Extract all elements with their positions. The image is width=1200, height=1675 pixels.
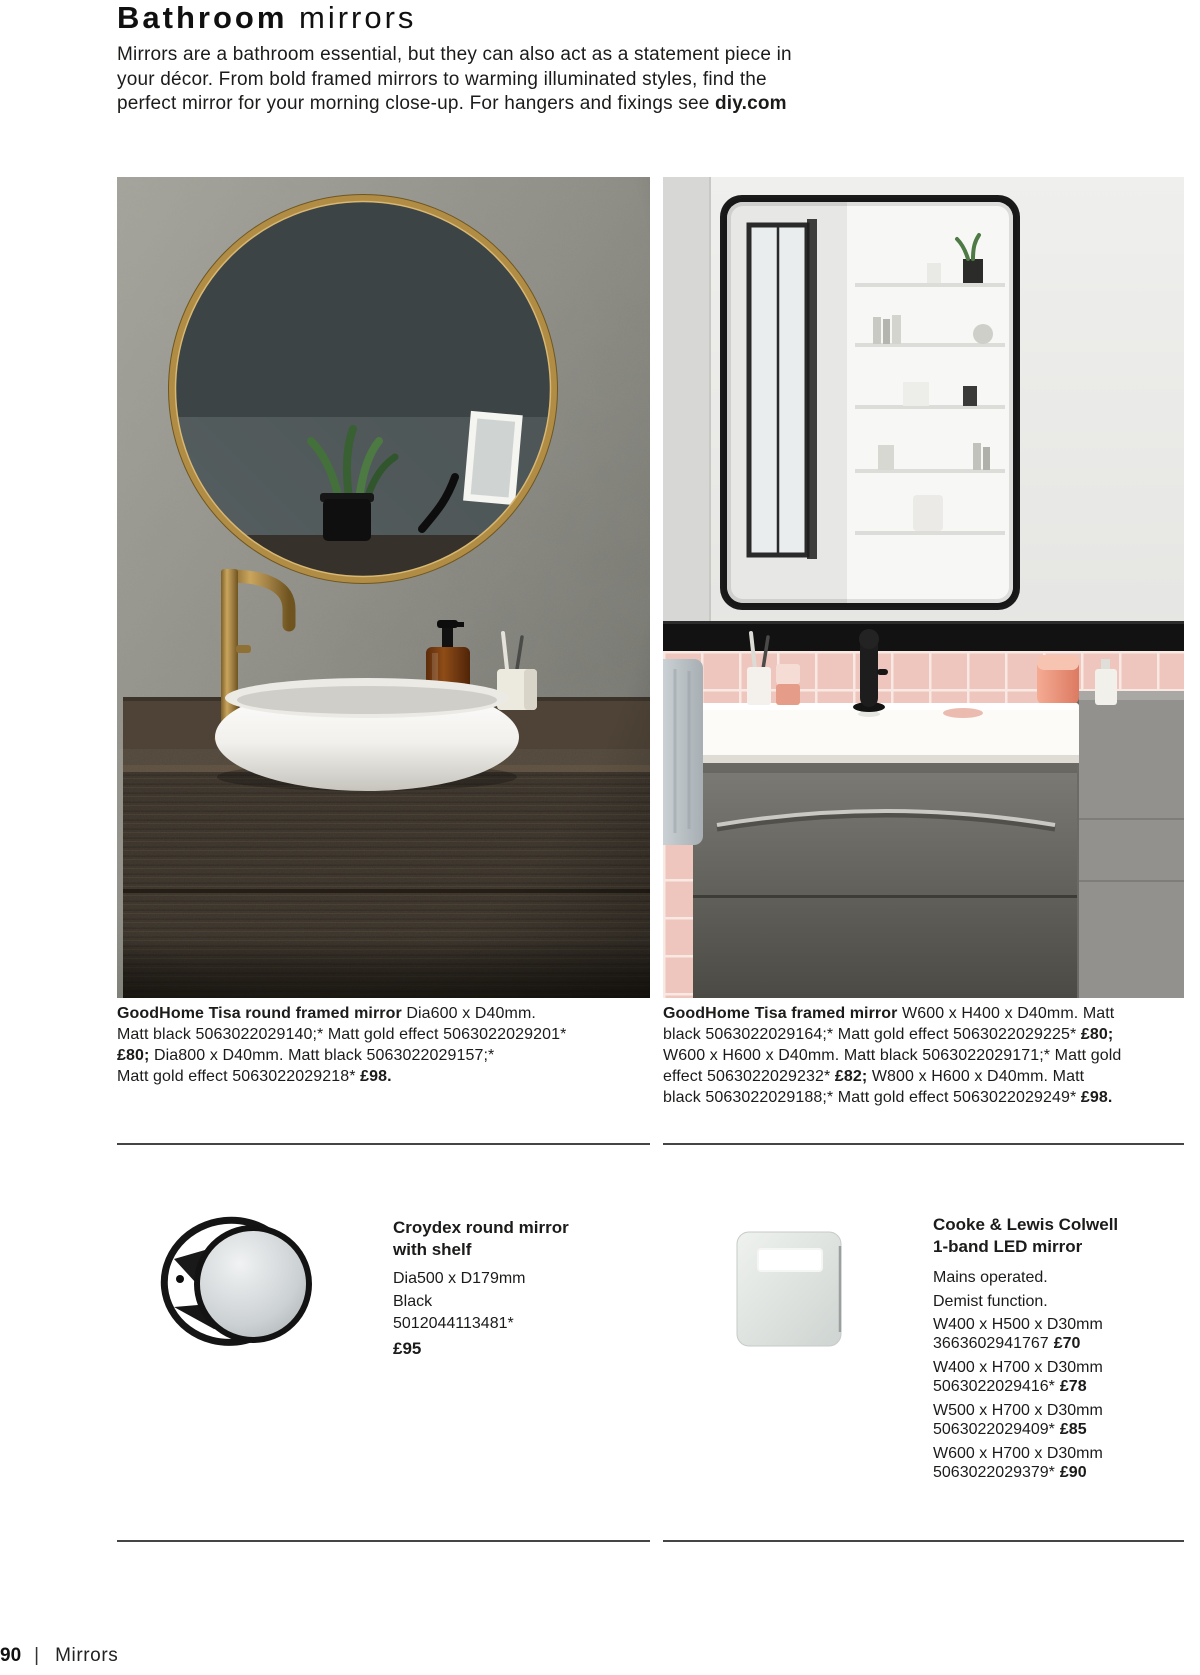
pink-canister xyxy=(1037,655,1079,705)
description-line: GoodHome Tisa framed mirror W600 x H400 x D40mm. Matt xyxy=(663,1005,1115,1022)
intro-line-text: your décor. From bold framed mirrors to warming illuminated styles, find the xyxy=(117,68,767,90)
tall-side-unit xyxy=(1075,691,1184,998)
product-feature: Demist function. xyxy=(933,1293,1048,1310)
description-line: effect 5063022029232* £82; W800 x H600 x D40mm. Matt xyxy=(663,1068,1085,1085)
black-trim-band xyxy=(663,621,1184,651)
product-variant xyxy=(933,1445,1118,1482)
variant-price: £70 xyxy=(1053,1334,1081,1352)
grey-towel xyxy=(663,659,703,845)
product-details xyxy=(393,1268,569,1336)
product-variant xyxy=(933,1359,1118,1396)
product-variant xyxy=(933,1316,1118,1353)
photo-vignette xyxy=(117,177,650,998)
variant-code-price xyxy=(933,1421,1118,1440)
product-variant xyxy=(933,1402,1118,1439)
variant-code-price xyxy=(933,1378,1118,1397)
variant-size: W400 x H500 x D30mm xyxy=(933,1316,1103,1333)
variant-code: 5063022029409* xyxy=(933,1420,1055,1438)
variant-size: W400 x H700 x D30mm xyxy=(933,1359,1103,1376)
product-variants xyxy=(933,1316,1118,1482)
description-goodhome-framed-mirror xyxy=(663,1003,1121,1108)
product-name-line: Croydex round mirror xyxy=(393,1218,569,1237)
soap-dish xyxy=(943,708,983,718)
product-name xyxy=(933,1214,1118,1258)
variant-code: 5063022029379* xyxy=(933,1463,1055,1481)
product-features xyxy=(933,1266,1118,1314)
product-name-line: 1-band LED mirror xyxy=(933,1237,1083,1256)
product-size: Dia500 x D179mm xyxy=(393,1270,526,1287)
variant-code: 5063022029416* xyxy=(933,1377,1055,1395)
hanging-hole xyxy=(176,1275,184,1283)
intro-line-text: perfect mirror for your morning close-up. For hangers and fixings see xyxy=(117,93,715,114)
divider-line xyxy=(663,1143,1184,1145)
description-line: black 5063022029188;* Matt gold effect 5063022029249* £98. xyxy=(663,1089,1113,1106)
product-colwell xyxy=(933,1214,1118,1488)
photo-goodhome-tisa-round-mirror xyxy=(117,177,650,998)
description-line: £80; Dia800 x D40mm. Matt black 5063022029157;* xyxy=(117,1047,495,1064)
diy-com-text: diy.com xyxy=(714,93,787,114)
variant-size: W600 x H700 x D30mm xyxy=(933,1445,1103,1462)
product-name xyxy=(393,1217,569,1261)
product-name-line: Cooke & Lewis Colwell xyxy=(933,1215,1119,1234)
basin-top xyxy=(687,703,1079,763)
description-line: black 5063022029164;* Matt gold effect 5063022029225* £80; xyxy=(663,1026,1114,1043)
product-feature: Mains operated. xyxy=(933,1269,1048,1286)
description-line: Matt gold effect 5063022029218* £98. xyxy=(117,1068,392,1085)
photo-goodhome-tisa-framed-mirror xyxy=(663,177,1184,998)
product-colour: Black xyxy=(393,1292,433,1310)
product-croydex xyxy=(393,1217,569,1359)
page-number: 90 xyxy=(0,1645,22,1666)
page-title-bold: Bathroom xyxy=(117,0,288,35)
description-line: W600 x H600 x D40mm. Matt black 5063022029171;* Matt gold xyxy=(663,1047,1122,1064)
intro-text xyxy=(117,43,792,117)
footer-separator: | xyxy=(34,1645,40,1666)
mirror-reflection xyxy=(727,202,1013,603)
led-mirror-graphic xyxy=(733,1230,847,1350)
intro-line xyxy=(117,68,792,93)
variant-price: £78 xyxy=(1059,1377,1087,1395)
variant-price: £85 xyxy=(1059,1420,1087,1438)
page-footer xyxy=(0,1645,118,1667)
footer-section-label: Mirrors xyxy=(55,1645,119,1666)
image-colwell-led-mirror xyxy=(733,1230,847,1350)
variant-code: 3663602941767 xyxy=(933,1334,1049,1352)
variant-code-price xyxy=(933,1335,1118,1354)
round-mirror-scene xyxy=(117,177,650,998)
divider-line xyxy=(117,1540,650,1542)
product-price: £95 xyxy=(393,1338,422,1358)
variant-size: W500 x H700 x D30mm xyxy=(933,1402,1103,1419)
intro-line xyxy=(117,92,792,117)
led-band xyxy=(758,1249,822,1271)
mirror-disc xyxy=(197,1228,309,1340)
product-name-line: with shelf xyxy=(393,1240,472,1259)
framed-mirror-scene xyxy=(663,177,1184,998)
divider-line xyxy=(663,1540,1184,1542)
variant-price: £90 xyxy=(1059,1463,1087,1481)
image-croydex-round-mirror xyxy=(158,1213,330,1347)
description-line: Matt black 5063022029140;* Matt gold effect 5063022029201* xyxy=(117,1026,567,1043)
page-title xyxy=(117,0,416,36)
description-line: GoodHome Tisa round framed mirror Dia600 x D40mm. xyxy=(117,1005,536,1022)
divider-line xyxy=(117,1143,650,1145)
grey-vanity-cabinet xyxy=(693,763,1077,998)
croydex-mirror-graphic xyxy=(158,1213,330,1347)
description-goodhome-round-mirror xyxy=(117,1003,566,1087)
page-title-light: mirrors xyxy=(287,0,417,35)
intro-line: Mirrors are a bathroom essential, but they can also act as a statement piece in xyxy=(117,44,792,65)
variant-code-price xyxy=(933,1464,1118,1483)
black-framed-mirror xyxy=(720,195,1020,610)
product-code: 5012044113481* xyxy=(393,1315,514,1332)
